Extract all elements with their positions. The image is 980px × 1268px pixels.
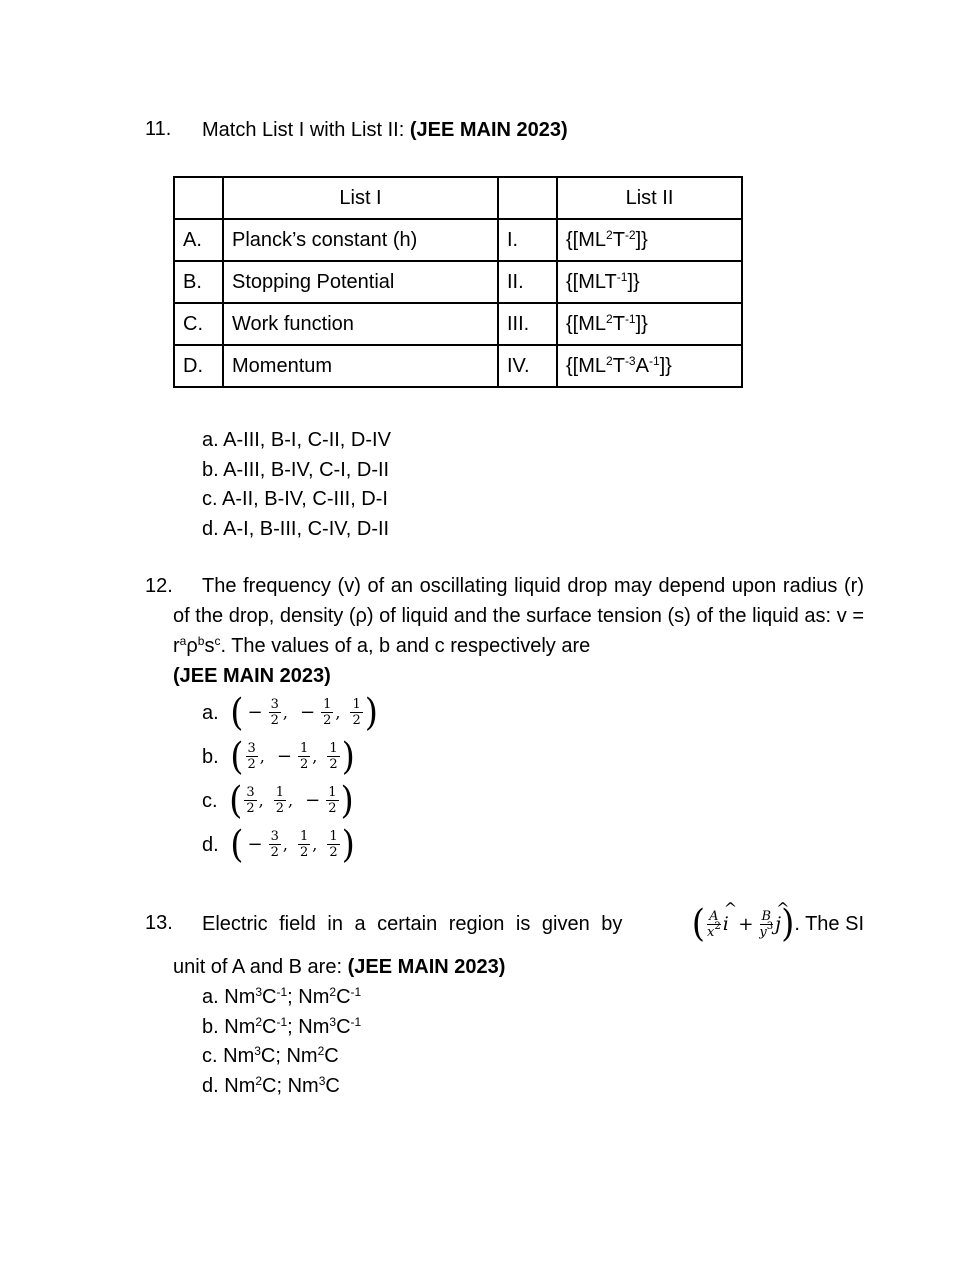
superscript: -3 [624, 353, 636, 368]
text-segment: A [635, 354, 649, 377]
option-label: d. [202, 833, 225, 856]
superscript: 2 [317, 1044, 325, 1059]
text-segment: ]} [627, 270, 640, 293]
unit-vector-i: ^ i [723, 913, 729, 935]
superscript: -1 [616, 269, 628, 284]
text-segment: {[ML [566, 228, 607, 251]
q12-question [173, 571, 864, 691]
text-segment: Nm [223, 1045, 255, 1068]
fraction [246, 741, 258, 772]
var-x: x [706, 924, 715, 940]
superscript: 2 [606, 227, 613, 242]
q12-number: 12. [145, 575, 173, 597]
paren-open: ( [230, 690, 244, 735]
option-label: b. [202, 1015, 225, 1038]
superscript: 3 [329, 1014, 337, 1029]
exp-y: 3 [766, 920, 774, 932]
option-text: A-II, B-IV, C-III, D-I [222, 488, 388, 510]
denominator: 2 [328, 801, 337, 817]
exp-a: a [179, 634, 187, 648]
option-d[interactable] [202, 824, 355, 865]
superscript: -2 [624, 227, 636, 242]
numerator: 1 [299, 741, 309, 757]
text-segment: C [324, 1045, 339, 1068]
row-key: B. [174, 261, 223, 303]
numerator-a: A [709, 908, 719, 924]
option-d[interactable] [202, 1074, 340, 1098]
option-a[interactable] [202, 428, 391, 452]
list-1-item: Work function [223, 303, 498, 345]
q13-text-line2: unit of A and B are: [173, 956, 348, 978]
list-2-dimension [557, 219, 742, 261]
text-segment: C; Nm [260, 1045, 318, 1068]
option-label: a. [202, 986, 225, 1008]
denominator: 2 [352, 713, 361, 729]
fraction [321, 697, 333, 728]
unit-vector-j: ^ j [775, 913, 781, 935]
text-segment: Nm [224, 1075, 256, 1098]
denominator: 2 [270, 845, 279, 861]
row-roman: IV. [498, 345, 557, 387]
paren-close: ) [341, 822, 355, 867]
text-segment: C [262, 1015, 277, 1038]
exp-x: 2 [714, 920, 721, 932]
text-segment: C [336, 986, 351, 1008]
text-segment: C [336, 1015, 351, 1038]
comma: , [335, 702, 341, 722]
option-label: b. [202, 458, 224, 481]
paren-close: ) [364, 690, 378, 735]
superscript: -1 [648, 353, 660, 368]
paren-open: ( [230, 822, 244, 867]
numerator: 1 [352, 697, 361, 713]
text-segment: T [612, 312, 625, 335]
option-label: d. [202, 517, 224, 540]
option-b[interactable] [202, 1015, 361, 1039]
text-segment: {[ML [566, 312, 607, 335]
comma: , [312, 834, 318, 854]
option-label: a. [202, 701, 225, 724]
superscript: 2 [255, 1074, 263, 1089]
denominator: 2 [323, 713, 332, 729]
q13-number: 13. [145, 912, 173, 934]
text-segment: {[MLT [566, 270, 617, 293]
q12-text: The frequency (v) of an oscillating liquid drop may depend upon radius (r) of the drop, density (ρ) of liquid and the surface tension (s) of the liquid as: v = r [173, 575, 864, 657]
paren-open: ( [230, 734, 244, 779]
list-1-item: Momentum [223, 345, 498, 387]
option-text: A-III, B-IV, C-I, D-II [223, 458, 390, 481]
paren-open: ( [229, 778, 243, 823]
fraction [298, 829, 310, 860]
option-text [224, 1075, 340, 1097]
comma: , [258, 790, 264, 810]
option-b[interactable] [202, 458, 389, 482]
text-segment: C [262, 986, 277, 1008]
minus-sign: − [247, 833, 263, 855]
option-d[interactable] [202, 517, 389, 541]
numerator: 1 [275, 785, 285, 801]
row-key: C. [174, 303, 223, 345]
row-roman: II. [498, 261, 557, 303]
minus-sign: − [299, 701, 316, 723]
denominator: 2 [270, 713, 279, 729]
exp-b: b [197, 634, 205, 648]
q13-line2 [173, 955, 505, 979]
minus-sign: − [305, 789, 321, 811]
table-row [174, 261, 742, 303]
numerator: 3 [246, 785, 255, 801]
text-segment: ]} [635, 228, 648, 251]
superscript: 2 [255, 1014, 263, 1029]
table-row [174, 303, 742, 345]
text-segment: T [612, 228, 625, 251]
header-cell [174, 177, 223, 219]
s: s [204, 635, 215, 657]
header-cell [498, 177, 557, 219]
option-text: A-III, B-I, C-II, D-IV [223, 429, 391, 451]
row-key: A. [174, 219, 223, 261]
table-header-row [174, 177, 742, 219]
numerator: 3 [270, 697, 279, 713]
text-segment: T [612, 354, 625, 377]
option-text: A-I, B-III, C-IV, D-II [223, 517, 390, 540]
match-table [173, 176, 743, 388]
q11-prompt-text: Match List I with List II: [202, 119, 410, 141]
option-text [224, 986, 361, 1008]
table-row [174, 219, 742, 261]
fraction [350, 697, 362, 728]
header-list-2: List II [557, 177, 742, 219]
text-segment: C; Nm [262, 1075, 319, 1098]
list-2-dimension [557, 261, 742, 303]
q11-number: 11. [145, 118, 172, 140]
superscript: 3 [254, 1044, 261, 1059]
text-segment: ]} [659, 354, 672, 377]
option-a[interactable] [202, 985, 361, 1009]
q13-text-end: . The SI [794, 912, 864, 935]
fraction [269, 829, 281, 860]
text-segment: ]} [635, 312, 648, 335]
option-label: c. [202, 1045, 224, 1068]
text-segment: ; Nm [287, 986, 330, 1008]
fraction [298, 741, 310, 772]
comma: , [282, 834, 288, 854]
fraction [327, 741, 339, 772]
option-c[interactable] [202, 780, 354, 821]
paren-close: ) [341, 734, 355, 779]
option-a[interactable] [202, 692, 378, 733]
numerator: 1 [329, 741, 338, 757]
option-c[interactable] [202, 1044, 339, 1068]
superscript: 2 [606, 353, 613, 368]
option-label: c. [202, 488, 223, 510]
row-key: D. [174, 345, 223, 387]
denominator: 2 [275, 801, 285, 817]
comma: , [312, 746, 318, 766]
option-text [224, 1016, 361, 1038]
option-text [223, 1045, 339, 1067]
superscript: -1 [276, 985, 288, 999]
denominator: 2 [299, 757, 309, 773]
option-label: d. [202, 1075, 225, 1098]
q11-prompt [202, 118, 568, 142]
numerator: 1 [323, 697, 332, 713]
text-segment: Nm [224, 986, 256, 1008]
text-segment: Nm [224, 1015, 256, 1038]
superscript: 3 [318, 1074, 326, 1089]
denominator: 2 [329, 845, 338, 861]
option-c[interactable] [202, 487, 388, 511]
option-label: a. [202, 429, 224, 451]
numerator-b: B [761, 908, 772, 924]
q12-text-end: . The values of a, b and c respectively are [220, 635, 591, 657]
paren-close: ) [340, 778, 354, 823]
q12-source: (JEE MAIN 2023) [173, 665, 331, 687]
minus-sign: − [247, 701, 263, 723]
list-2-dimension [557, 303, 742, 345]
superscript: -1 [350, 985, 362, 999]
numerator: 1 [299, 829, 309, 845]
fraction [269, 697, 281, 728]
q13-text: Electric field in a certain region is given by [202, 912, 623, 935]
q13-source: (JEE MAIN 2023) [347, 956, 506, 978]
denominator: 2 [299, 845, 309, 861]
q13-question-line [173, 896, 864, 952]
table-row [174, 345, 742, 387]
option-label: c. [202, 789, 224, 812]
denominator: 2 [329, 757, 338, 773]
comma: , [288, 790, 294, 810]
option-b[interactable] [202, 736, 355, 777]
superscript: 3 [255, 985, 263, 999]
superscript: 2 [329, 985, 337, 999]
text-segment: ; Nm [287, 1015, 330, 1038]
fraction [327, 829, 339, 860]
row-roman: I. [498, 219, 557, 261]
superscript: -1 [624, 311, 636, 326]
field-formula: ( $\frac{A}{x^2}$ ^ i + $\frac{B}{y^3}$ ^ j) [692, 904, 795, 944]
plus-sign: + [738, 913, 754, 935]
comma: , [259, 746, 265, 766]
list-1-item: Stopping Potential [223, 261, 498, 303]
superscript: -1 [350, 1014, 362, 1029]
option-label: b. [202, 745, 225, 768]
header-list-1: List I [223, 177, 498, 219]
q11-source: (JEE MAIN 2023) [409, 119, 568, 141]
numerator: 3 [247, 741, 256, 757]
list-2-dimension [557, 345, 742, 387]
row-roman: III. [498, 303, 557, 345]
superscript: 2 [606, 311, 613, 326]
var-y: y [759, 924, 767, 940]
denominator: 2 [247, 757, 256, 773]
superscript: -1 [276, 1014, 288, 1029]
minus-sign: − [276, 745, 292, 767]
denominator: 2 [246, 801, 255, 817]
rho: ρ [186, 635, 198, 657]
exp-c: c [214, 634, 221, 648]
numerator: 1 [329, 829, 338, 845]
list-1-item: Planck’s constant (h) [223, 219, 498, 261]
fraction [274, 785, 286, 816]
numerator: 1 [328, 785, 337, 801]
text-segment: {[ML [566, 354, 607, 377]
comma: , [282, 702, 288, 722]
fraction [326, 785, 338, 816]
numerator: 3 [270, 829, 279, 845]
text-segment: C [325, 1075, 340, 1098]
fraction [244, 785, 256, 816]
